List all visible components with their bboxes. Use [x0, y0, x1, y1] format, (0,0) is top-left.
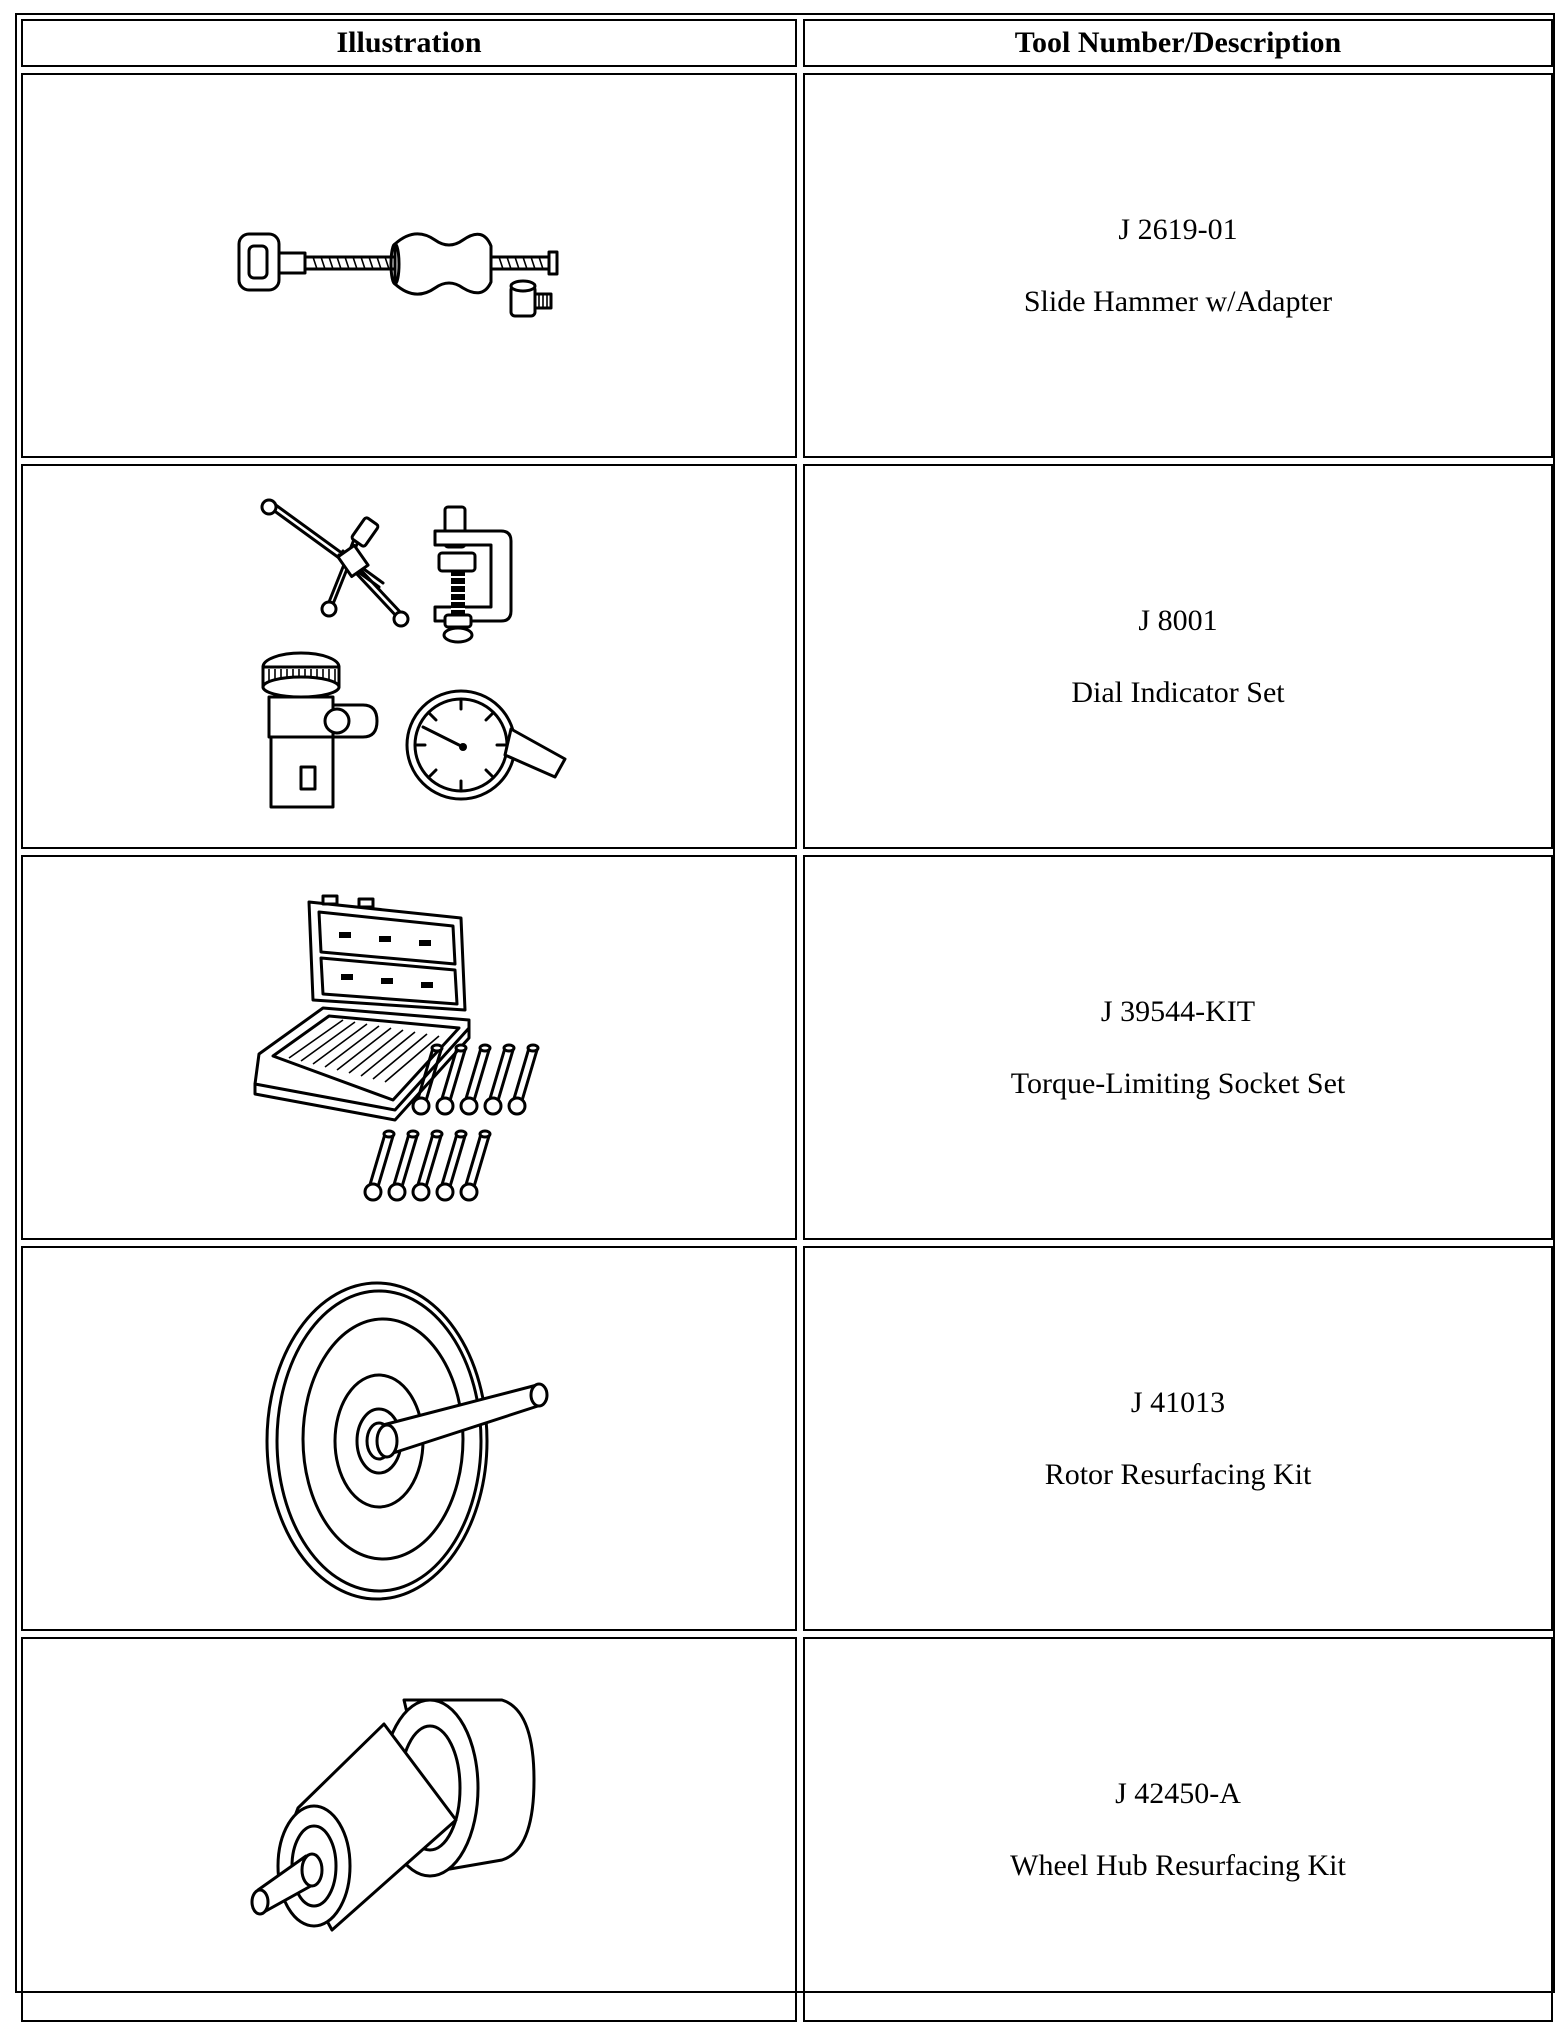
description-cell-socket-set: [803, 855, 1553, 1240]
illustration-cell-dial-indicator: [21, 464, 797, 849]
tool-number: J 41013: [1130, 1385, 1226, 1419]
tool-table: [15, 13, 1555, 1993]
description-cell-hub-kit: [803, 1637, 1553, 2022]
tool-number: J 39544-KIT: [1100, 994, 1256, 1028]
slide-hammer-illustration: [229, 196, 589, 336]
tool-description: Wheel Hub Resurfacing Kit: [1010, 1848, 1346, 1882]
tool-description: Rotor Resurfacing Kit: [1044, 1457, 1312, 1491]
illustration-cell-hub-kit: [21, 1637, 797, 2022]
description-cell-slide-hammer: [803, 73, 1553, 458]
tool-number: J 2619-01: [1118, 212, 1238, 246]
header-tool-number-description: Tool Number/Description: [803, 19, 1553, 67]
header-illustration: Illustration: [21, 19, 797, 67]
socket-set-illustration: [239, 888, 579, 1208]
tool-description: Torque-Limiting Socket Set: [1010, 1066, 1346, 1100]
hub-kit-illustration: [244, 1680, 574, 1980]
description-cell-dial-indicator: [803, 464, 1553, 849]
illustration-cell-slide-hammer: [21, 73, 797, 458]
tool-description: Dial Indicator Set: [1071, 675, 1285, 709]
tool-number: J 42450-A: [1115, 1776, 1241, 1810]
description-cell-rotor-kit: [803, 1246, 1553, 1631]
rotor-kit-illustration: [249, 1269, 569, 1609]
tool-description: Slide Hammer w/Adapter: [1023, 284, 1333, 318]
dial-indicator-illustration: [239, 497, 579, 817]
illustration-cell-socket-set: [21, 855, 797, 1240]
illustration-cell-rotor-kit: [21, 1246, 797, 1631]
tool-number: J 8001: [1138, 603, 1218, 637]
